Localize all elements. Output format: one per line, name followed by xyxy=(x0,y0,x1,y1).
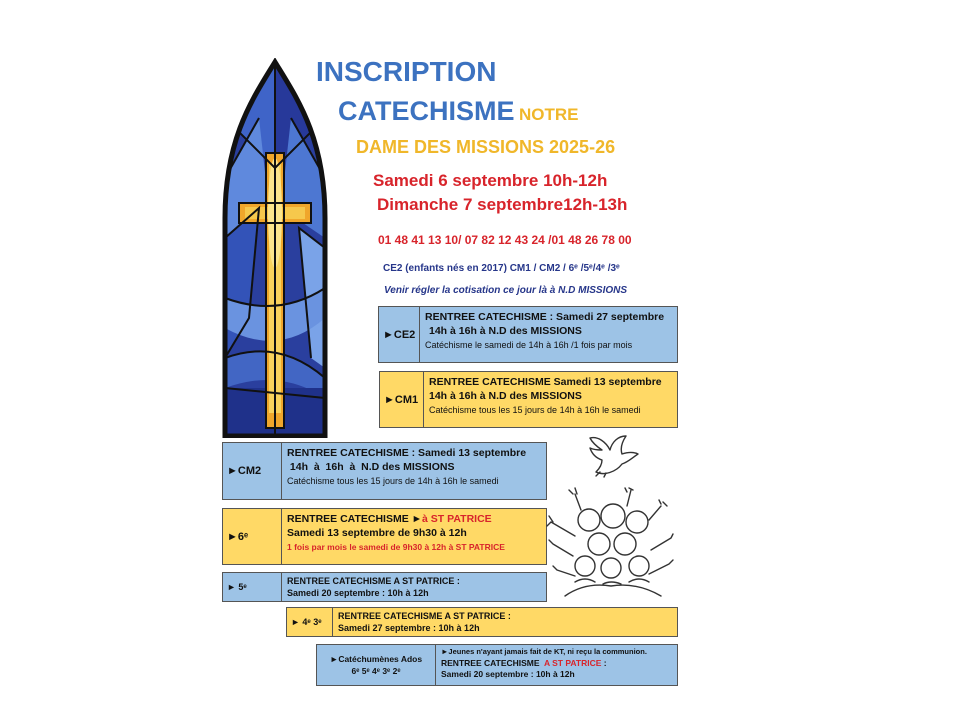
group-line-1-start: RENTREE CATECHISME ► xyxy=(287,513,423,525)
group-line-3: Catéchisme tous les 15 jours de 14h à 16h le samedi xyxy=(287,476,499,486)
levels-line: CE2 (enfants nés en 2017) CM1 / CM2 / 6ᵉ /5ᵉ/4ᵉ /3ᵉ xyxy=(383,263,620,274)
group-line-3: 1 fois par mois le samedi de 9h30 à 12h à ST PATRICE xyxy=(287,542,505,552)
people-raising-arms-illustration xyxy=(545,486,677,602)
group-label: ►CM1 xyxy=(380,372,424,427)
title-catechisme: CATECHISME xyxy=(338,96,515,126)
title-line-3: DAME DES MISSIONS 2025-26 xyxy=(356,137,616,157)
group-line-1 xyxy=(287,512,505,526)
group-line-3: Catéchisme le samedi de 14h à 16h /1 fois par mois xyxy=(425,340,633,350)
group-details xyxy=(436,645,652,685)
group-line-0: ►Jeunes n'ayant jamais fait de KT, ni reçu la communion. xyxy=(441,647,647,656)
phone-numbers: 01 48 41 13 10/ 07 82 12 43 24 /01 48 26 78 00 xyxy=(378,233,632,247)
group-details xyxy=(282,573,465,601)
group-line-1 xyxy=(441,658,647,670)
group-line-1: RENTREE CATECHISME Samedi 13 septembre xyxy=(429,376,662,388)
group-cm2 xyxy=(222,442,547,500)
group-label: ►CE2 xyxy=(379,307,420,362)
title-notre: NOTRE xyxy=(518,105,579,124)
group-line-1: RENTREE CATECHISME : Samedi 27 septembre xyxy=(425,311,665,323)
group-label-line-2: 6ᵉ 5ᵉ 4ᵉ 3ᵉ 2ᵉ xyxy=(351,666,401,676)
group-details xyxy=(424,372,667,427)
group-details xyxy=(282,509,510,564)
title-line-2 xyxy=(338,96,578,127)
group-catechumenes xyxy=(316,644,678,686)
group-line-2: 14h à 16h à N.D des MISSIONS xyxy=(287,461,455,473)
date-sunday: Dimanche 7 septembre12h-13h xyxy=(377,195,628,214)
group-label: ►6ᵉ xyxy=(223,509,282,564)
stained-glass-window xyxy=(219,58,331,438)
group-label: ► 5ᵉ xyxy=(223,573,282,601)
group-cm1 xyxy=(379,371,678,428)
cotisation-note: Venir régler la cotisation ce jour là à N.D MISSIONS xyxy=(384,285,628,296)
group-line-2: Samedi 27 septembre : 10h à 12h xyxy=(338,623,480,633)
group-ce2 xyxy=(378,306,678,363)
group-line-1-start: RENTREE CATECHISME xyxy=(441,657,544,668)
group-label xyxy=(317,645,436,685)
group-details xyxy=(420,307,669,362)
group-location: à ST PATRICE xyxy=(422,513,492,525)
group-line-1: RENTREE CATECHISME A ST PATRICE : xyxy=(287,576,460,586)
group-line-2: 14h à 16h à N.D des MISSIONS xyxy=(429,390,582,402)
group-line-1: RENTREE CATECHISME : Samedi 13 septembre xyxy=(287,447,527,459)
title-line-1: INSCRIPTION xyxy=(316,56,497,87)
group-line-2: Samedi 20 septembre : 10h à 12h xyxy=(287,588,429,598)
group-5e xyxy=(222,572,547,602)
group-line-2: Samedi 20 septembre : 10h à 12h xyxy=(441,669,575,679)
group-label-line-1: ►Catéchumènes Ados xyxy=(329,654,423,664)
group-location: A ST PATRICE xyxy=(543,657,602,668)
group-line-2: 14h à 16h à N.D des MISSIONS xyxy=(429,325,582,337)
group-label: ►CM2 xyxy=(223,443,282,499)
group-details xyxy=(282,443,531,499)
dove-icon xyxy=(586,432,642,478)
date-saturday: Samedi 6 septembre 10h-12h xyxy=(373,171,608,190)
group-4e-3e xyxy=(286,607,678,637)
group-line-1-end: : xyxy=(601,657,607,668)
group-label: ► 4ᵉ 3ᵉ xyxy=(287,608,333,636)
group-details xyxy=(333,608,516,636)
group-line-1: RENTREE CATECHISME A ST PATRICE : xyxy=(338,611,511,621)
group-line-2: Samedi 13 septembre de 9h30 à 12h xyxy=(287,527,467,539)
group-line-3: Catéchisme tous les 15 jours de 14h à 16h le samedi xyxy=(429,405,641,415)
group-6e xyxy=(222,508,547,565)
